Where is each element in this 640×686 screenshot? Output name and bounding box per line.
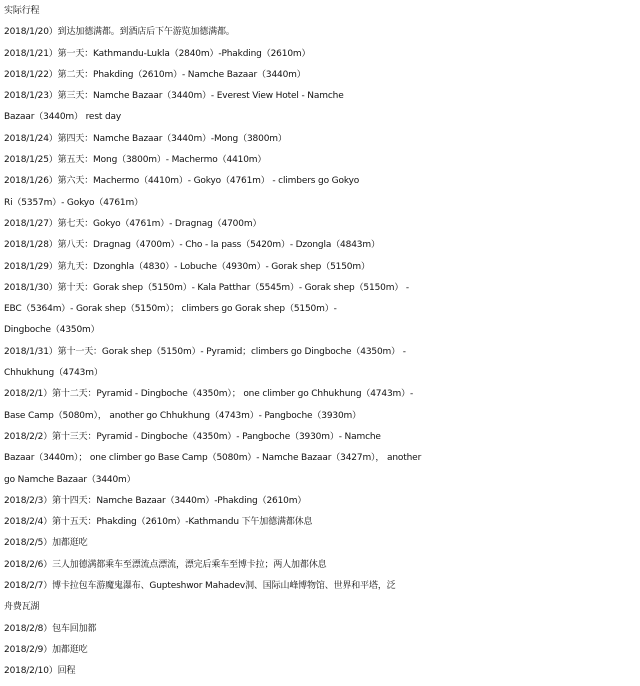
itinerary-line: 2018/1/22）第二天：Phakding（2610m）- Namche Bazaar（3440m）: [4, 69, 306, 80]
itinerary-line: 2018/2/2）第十三天：Pyramid - Dingboche（4350m）- Pangboche（3930m）- Namche: [4, 431, 381, 442]
itinerary-line: 2018/1/24）第四天：Namche Bazaar（3440m）-Mong（3800m）: [4, 133, 287, 144]
itinerary-line-continuation: Chhukhung（4743m）: [4, 368, 103, 379]
itinerary-line-continuation: Dingboche（4350m）: [4, 325, 100, 336]
itinerary-line: 2018/1/28）第八天：Dragnag（4700m）- Cho - la pass（5420m）- Dzongla（4843m）: [4, 240, 380, 251]
itinerary-line-continuation: Ri（5357m）- Gokyo（4761m）: [4, 197, 143, 208]
itinerary-line-continuation: 舟费瓦湖: [4, 602, 40, 613]
itinerary-line: 2018/2/4）第十五天：Phakding（2610m）-Kathmandu 下午加德满都休息: [4, 517, 313, 528]
itinerary-line: 2018/1/29）第九天：Dzonghla（4830）- Lobuche（4930m）- Gorak shep（5150m）: [4, 261, 370, 272]
itinerary-line: 2018/1/23）第三天：Namche Bazaar（3440m）- Everest View Hotel - Namche: [4, 91, 344, 102]
itinerary-line: 2018/1/26）第六天：Machermo（4410m）- Gokyo（4761m） - climbers go Gokyo: [4, 176, 360, 187]
itinerary-line: 2018/2/8）包车回加都: [4, 623, 97, 634]
itinerary-line: 2018/1/21）第一天：Kathmandu-Lukla（2840m）-Phakding（2610m）: [4, 48, 311, 59]
itinerary-line-continuation: go Namche Bazaar（3440m）: [4, 474, 136, 485]
itinerary-line-continuation: Bazaar（3440m） rest day: [4, 112, 122, 123]
itinerary-line-continuation: EBC（5364m）- Gorak shep（5150m）； climbers go Gorak shep（5150m）-: [4, 304, 337, 315]
itinerary-line: 2018/1/31）第十一天：Gorak shep（5150m）- Pyramid；climbers go Dingboche（4350m） -: [4, 346, 406, 357]
itinerary-line: 2018/2/7）博卡拉包车游魔鬼瀑布、Gupteshwor Mahadev洞、国际山峰博物馆、世界和平塔，泛: [4, 581, 396, 592]
itinerary-line: 2018/1/25）第五天：Mong（3800m）- Machermo（4410m）: [4, 155, 267, 166]
itinerary-line: 2018/2/6）三人加德满都乘车至漂流点漂流，漂完后乘车至博卡拉；两人加都休息: [4, 559, 327, 570]
itinerary-line: 2018/2/9）加都逛吃: [4, 644, 88, 655]
itinerary-line-continuation: Base Camp（5080m）， another go Chhukhung（4743m）- Pangboche（3930m）: [4, 410, 362, 421]
itinerary-line: 2018/2/1）第十二天：Pyramid - Dingboche（4350m）； one climber go Chhukhung（4743m）-: [4, 389, 414, 400]
itinerary-line: 2018/1/20）到达加德满都。到酒店后下午游览加德满都。: [4, 27, 235, 38]
itinerary-line-continuation: Bazaar（3440m）； one climber go Base Camp（5080m）- Namche Bazaar（3427m）， another: [4, 453, 422, 464]
itinerary-line: 2018/2/3）第十四天：Namche Bazaar（3440m）-Phakding（2610m）: [4, 495, 307, 506]
itinerary-line: 2018/2/5）加都逛吃: [4, 538, 88, 549]
itinerary-line: 2018/1/27）第七天：Gokyo（4761m）- Dragnag（4700m）: [4, 218, 262, 229]
itinerary-line: 2018/1/30）第十天：Gorak shep（5150m）- Kala Patthar（5545m）- Gorak shep（5150m） -: [4, 282, 410, 293]
itinerary-line: 2018/2/10）回程: [4, 666, 76, 677]
itinerary-title: 实际行程: [4, 6, 40, 16]
